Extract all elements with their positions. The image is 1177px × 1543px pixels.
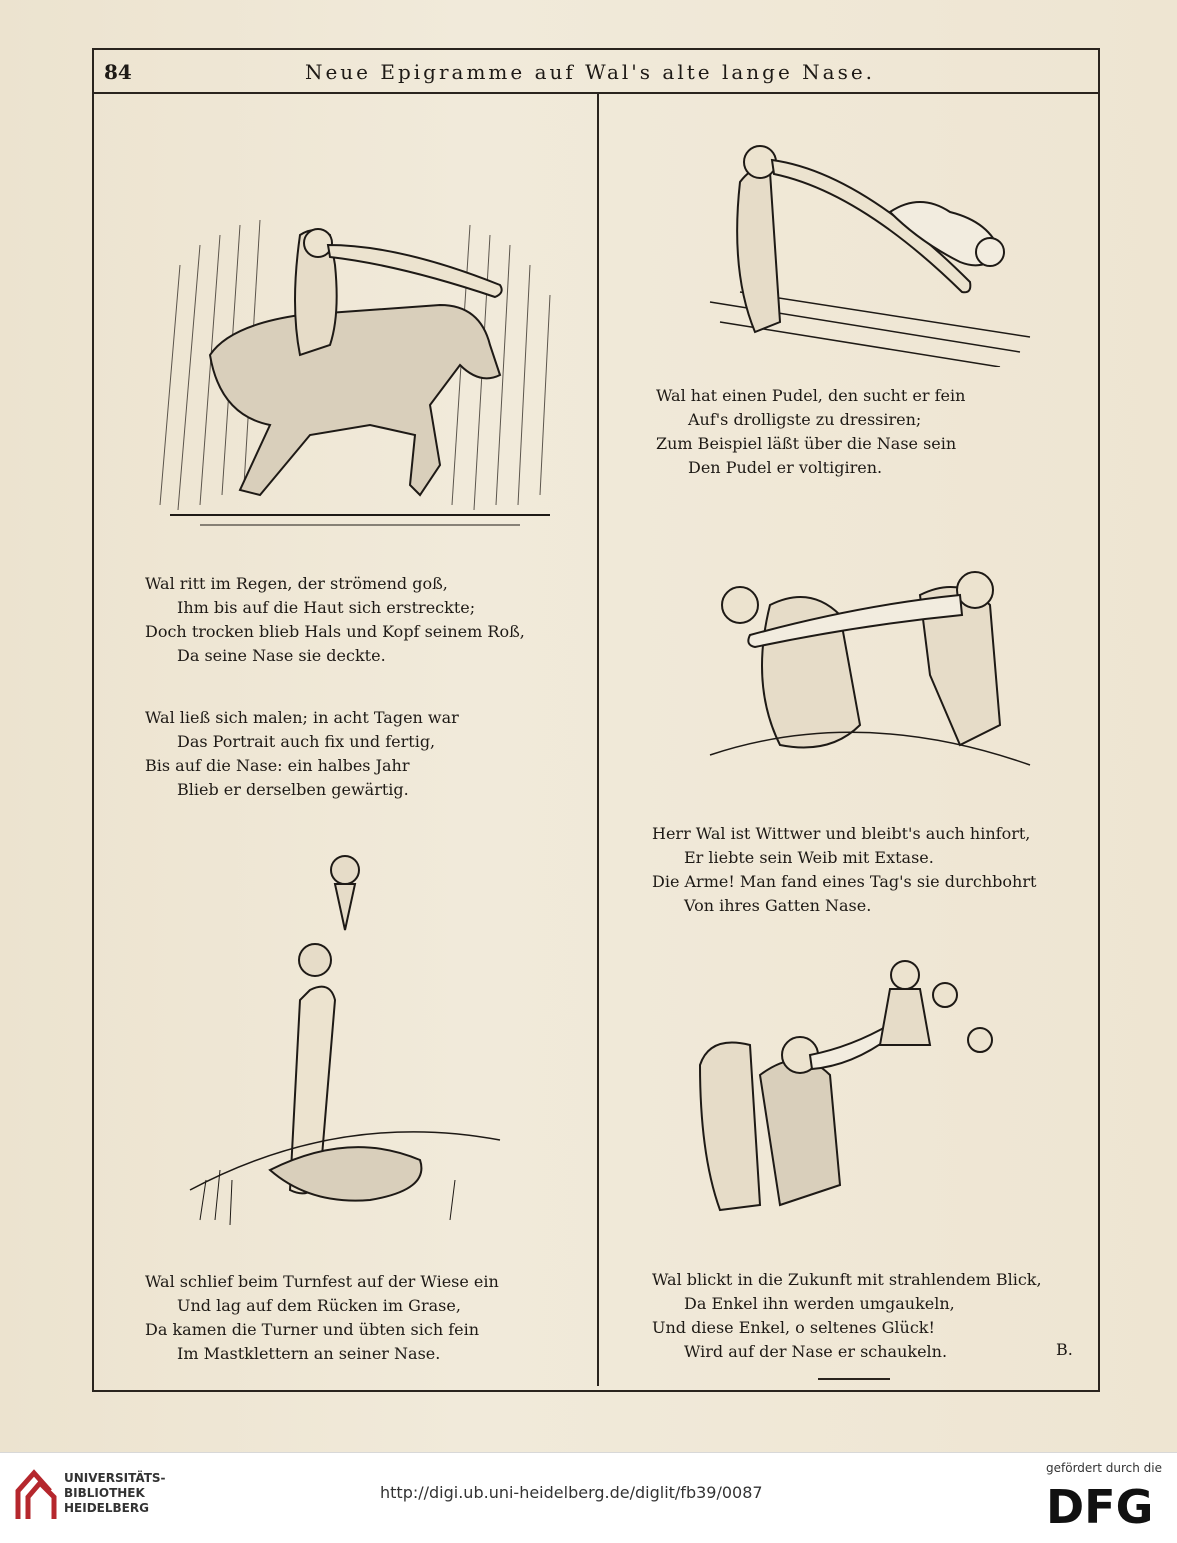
- illustration-turners-on-nose: [170, 840, 510, 1235]
- permalink-url[interactable]: http://digi.ub.uni-heidelberg.de/diglit/fb39/0087: [380, 1483, 763, 1502]
- verse-line: Den Pudel er voltigiren.: [688, 458, 883, 477]
- page-number: 84: [104, 60, 132, 84]
- verse-line: Zum Beispiel läßt über die Nase sein: [656, 434, 957, 453]
- library-name: [64, 1471, 166, 1516]
- university-library-logo: [14, 1467, 60, 1523]
- verse-turnfest: [145, 1270, 499, 1366]
- verse-line: Wal ritt im Regen, der strömend goß,: [145, 574, 448, 593]
- verse-line: Das Portrait auch fix und fertig,: [177, 732, 436, 751]
- verse-line: Auf's drolligste zu dressiren;: [688, 410, 922, 429]
- verse-line: Ihm bis auf die Haut sich erstreckte;: [177, 598, 476, 617]
- verse-line: Wird auf der Nase er schaukeln.: [684, 1342, 948, 1361]
- library-name-line: HEIDELBERG: [64, 1501, 149, 1515]
- verse-line: Herr Wal ist Wittwer und bleibt's auch hinfort,: [652, 824, 1031, 843]
- verse-line: Da seine Nase sie deckte.: [177, 646, 386, 665]
- illustration-rider-in-rain: [140, 205, 580, 540]
- viewer-footer: [0, 1452, 1177, 1543]
- author-signature: B.: [1056, 1340, 1073, 1359]
- verse-rain: [145, 572, 525, 668]
- verse-line: Er liebte sein Weib mit Extase.: [684, 848, 934, 867]
- page-title: Neue Epigramme auf Wal's alte lange Nase.: [304, 60, 876, 84]
- funding-caption: gefördert durch die: [1046, 1461, 1162, 1475]
- dfg-logo-text: DFG: [1046, 1480, 1154, 1531]
- column-divider: [597, 94, 599, 1386]
- illustration-poodle: [700, 122, 1040, 367]
- verse-line: Da Enkel ihn werden umgaukeln,: [684, 1294, 955, 1313]
- library-name-line: BIBLIOTHEK: [64, 1486, 145, 1500]
- verse-line: Wal hat einen Pudel, den sucht er fein: [656, 386, 966, 405]
- verse-line: Doch trocken blieb Hals und Kopf seinem Roß,: [145, 622, 525, 641]
- verse-line: Von ihres Gatten Nase.: [684, 896, 872, 915]
- illustration-wife-pierced: [690, 525, 1040, 785]
- library-name-line: UNIVERSITÄTS-: [64, 1471, 166, 1485]
- header-rule: [92, 92, 1100, 94]
- verse-line: Wal schlief beim Turnfest auf der Wiese ein: [145, 1272, 499, 1291]
- verse-line: Und diese Enkel, o seltenes Glück!: [652, 1318, 935, 1337]
- verse-widower: [652, 822, 1036, 918]
- verse-line: Die Arme! Man fand eines Tag's sie durchbohrt: [652, 872, 1037, 891]
- dfg-logo: [1046, 1479, 1164, 1531]
- verse-future: [652, 1268, 1042, 1364]
- verse-line: Im Mastklettern an seiner Nase.: [177, 1344, 441, 1363]
- verse-line: Blieb er derselben gewärtig.: [177, 780, 409, 799]
- verse-line: Und lag auf dem Rücken im Grase,: [177, 1296, 461, 1315]
- verse-line: Da kamen die Turner und übten sich fein: [145, 1320, 480, 1339]
- verse-line: Wal ließ sich malen; in acht Tagen war: [145, 708, 459, 727]
- end-rule: [818, 1378, 890, 1380]
- illustration-grandchildren: [690, 955, 1035, 1225]
- verse-line: Bis auf die Nase: ein halbes Jahr: [145, 756, 410, 775]
- verse-portrait: [145, 706, 459, 802]
- verse-line: Wal blickt in die Zukunft mit strahlendem Blick,: [652, 1270, 1042, 1289]
- verse-poodle: [656, 384, 965, 480]
